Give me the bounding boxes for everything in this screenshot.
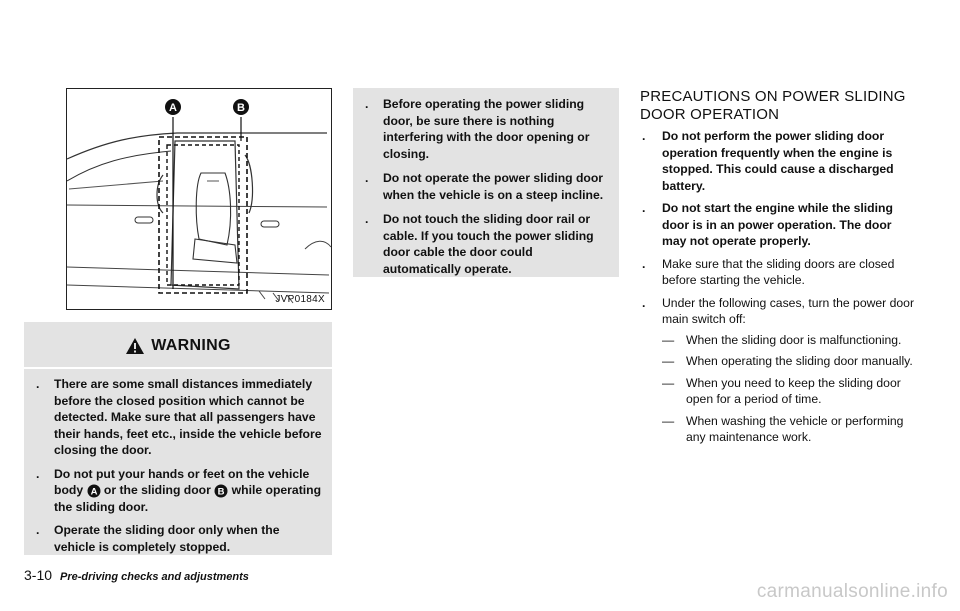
- dash: —: [662, 413, 675, 428]
- sublist-item: [662, 353, 915, 370]
- bullet: .: [365, 212, 369, 226]
- warning-item-text: Operate the sliding door only when the vehicle is completely stopped.: [54, 523, 280, 554]
- list-item: [32, 376, 324, 459]
- bullet: .: [365, 171, 369, 185]
- warning-item-text: Do not touch the sliding door rail or cable. If you touch the power sliding door cable the door could automatically operate.: [383, 212, 594, 276]
- watermark: carmanualsonline.info: [756, 581, 948, 602]
- bullet: .: [642, 295, 646, 310]
- warning-continuation-list: [361, 96, 613, 285]
- case-text: When washing the vehicle or performing any maintenance work.: [686, 413, 904, 444]
- dash: —: [662, 375, 675, 390]
- warning-item-text: Before operating the power sliding door, be sure there is nothing interfering with the door opening or closing.: [383, 97, 590, 161]
- warning-continuation-box: [353, 88, 619, 277]
- door-illustration: [66, 88, 332, 310]
- figure-code: JVP0184X: [275, 294, 325, 305]
- vehicle-door-drawing: [67, 89, 333, 311]
- warning-divider: [24, 367, 332, 369]
- ref-b-label: B: [217, 486, 225, 498]
- bullet: .: [365, 97, 369, 111]
- list-item: [640, 128, 915, 194]
- bullet: .: [642, 201, 646, 215]
- warning-item-text-part: or the sliding door: [103, 483, 215, 497]
- sublist-item: [662, 375, 915, 408]
- callout-b-icon: [214, 484, 228, 498]
- bullet: .: [642, 129, 646, 143]
- warning-item-text: Do not operate the power sliding door when the vehicle is on a steep incline.: [383, 171, 604, 202]
- list-item: [361, 170, 613, 203]
- case-text: When you need to keep the sliding door open for a period of time.: [686, 375, 901, 406]
- callout-a: [165, 99, 181, 115]
- page-number: 3-10: [24, 567, 53, 583]
- list-item: [32, 522, 324, 555]
- callout-a-label: A: [169, 102, 177, 114]
- warning-triangle-icon: [125, 337, 145, 355]
- sublist-item: [662, 332, 915, 349]
- precaution-text: Make sure that the sliding doors are closed before starting the vehicle.: [662, 256, 895, 287]
- switch-off-cases-list: [662, 332, 915, 446]
- precaution-text: Do not start the engine while the sliding door is in an power operation. The door may not operate properly.: [662, 201, 893, 248]
- callout-a-icon: [87, 484, 101, 498]
- warning-item-text-part: while operating the sliding door.: [54, 483, 322, 514]
- page-footer: [24, 567, 249, 583]
- callout-b: [233, 99, 249, 115]
- case-text: When operating the sliding door manually.: [686, 354, 913, 368]
- callout-b-label: B: [237, 102, 245, 114]
- bullet: .: [36, 523, 40, 537]
- sublist-item: [662, 413, 915, 446]
- precautions-list: [640, 128, 915, 452]
- warning-item-text: There are some small distances immediately before the closed position which cannot be detected. Make sure that all passengers have their hands, feet etc., inside the vehicle before closing the door.: [54, 377, 322, 457]
- warning-list: [32, 376, 324, 562]
- list-item: [361, 211, 613, 277]
- running-title: Pre-driving checks and adjustments: [60, 571, 249, 583]
- warning-box: [24, 322, 332, 555]
- case-text: When the sliding door is malfunctioning.: [686, 332, 902, 347]
- list-item: [640, 295, 915, 446]
- ref-a-label: A: [90, 486, 97, 498]
- list-item: [640, 256, 915, 289]
- warning-item-text-part: Do not put your hands or feet on the vehicle body: [54, 466, 310, 497]
- warning-title: WARNING: [151, 337, 231, 354]
- bullet: .: [36, 466, 40, 481]
- precaution-text: Do not perform the power sliding door operation frequently when the engine is stopped. This could cause a discharged battery.: [662, 129, 894, 193]
- warning-header: [24, 332, 332, 360]
- bullet: .: [36, 377, 40, 391]
- list-item: [640, 200, 915, 250]
- precaution-text: Under the following cases, turn the power door main switch off:: [662, 295, 915, 326]
- dash: —: [662, 354, 675, 368]
- bullet: .: [642, 256, 646, 271]
- list-item: [361, 96, 613, 162]
- list-item: [32, 466, 324, 516]
- section-title: PRECAUTIONS ON POWER SLIDING DOOR OPERATION: [640, 88, 906, 123]
- dash: —: [662, 332, 675, 347]
